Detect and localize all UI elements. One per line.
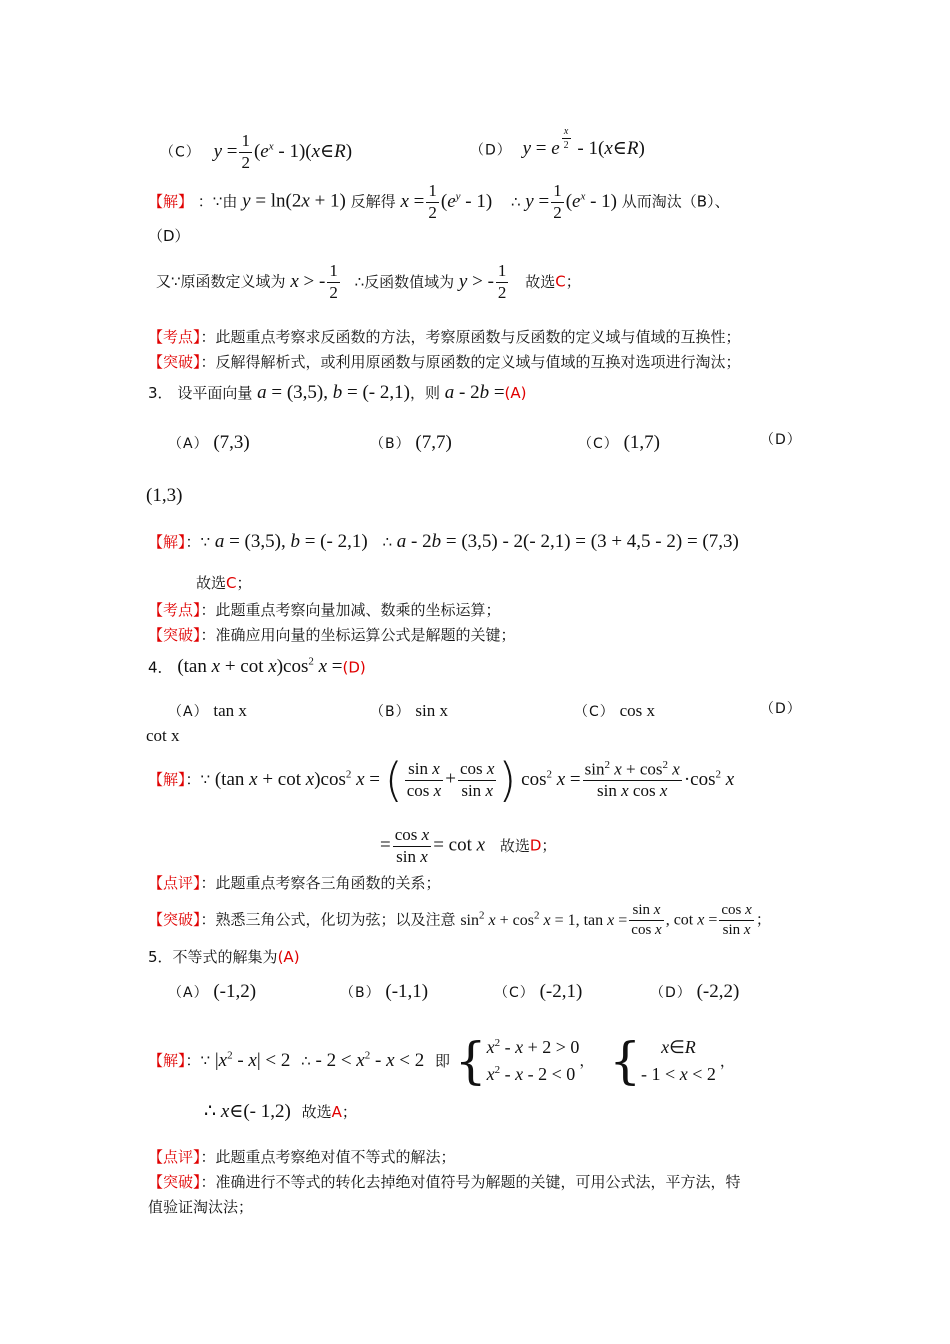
q4-answer: D xyxy=(348,658,360,677)
option-label: （C） xyxy=(160,144,201,161)
keypoint-tag: 【考点】 xyxy=(148,601,201,619)
option-label: （C） xyxy=(578,436,619,452)
q4-option-d-label: （D） xyxy=(760,701,802,717)
q2-option-c xyxy=(160,132,352,172)
q3-answer: A xyxy=(510,384,521,402)
option-label: （B） xyxy=(340,985,381,1001)
option-label: （C） xyxy=(574,704,615,720)
question-number: 4． xyxy=(148,658,173,677)
q4-solution: 【解】：∵ (tan $x + \cot x)\cos^2$ x = ( $\frac{\text{sin x}}{\text{cos x}}$ + $\frac{\text{cos x}}{\text{sin x}}$ ) $\cos^2 x$ = $\frac{\sin^2 x + \cos^2 x}{\text{sin x cos x}}$ $\cdot\cos^2$ x xyxy=(148,753,735,807)
breakthrough-tag: 【突破】 xyxy=(148,910,201,929)
option-value: (-1,1) xyxy=(385,981,429,1002)
question-number: 5． xyxy=(148,948,173,966)
option-label: （A） xyxy=(168,985,209,1001)
q5-breakthrough-2: 值验证淘汰法； xyxy=(148,1198,254,1216)
q5-solution: 【解】：∵ $|x^2 - x| < 2$ ∴ - $2 < x^2 - x < 2$ 即 { $x^2 - x + 2 > 0$ $x^2 - x - 2 < 0$ ， { x∈R - 1 < x < 2 ， xyxy=(148,1032,735,1090)
keypoint-text: ：此题重点考察求反函数的方法，考察原函数与反函数的定义域与值域的互换性； xyxy=(200,328,741,346)
review-text: ：此题重点考察绝对值不等式的解法； xyxy=(200,1148,456,1166)
option-label: （A） xyxy=(168,436,209,452)
q5-choose-answer: A xyxy=(331,1103,342,1121)
q3-option-c xyxy=(578,433,660,452)
option-value: (-2,2) xyxy=(696,981,740,1002)
q2-breakthrough xyxy=(148,355,741,370)
option-value: (1,7) xyxy=(623,432,660,453)
option-label: （C） xyxy=(494,985,535,1001)
q3-choose-answer: C xyxy=(226,574,237,592)
option-label: （D） xyxy=(650,985,692,1001)
q5-option-d xyxy=(650,982,739,1001)
breakthrough-text: ：准确应用向量的坐标运算公式是解题的关键； xyxy=(200,626,516,644)
q4-option-a xyxy=(168,702,247,719)
q2-solution-line1: 【解】 ：∵由 y = ln(2x + 1) 反解得 x = $\frac{1}{2}$ $(e^y - 1)$ ∴ y = $\frac{1}{2}$ $(e^x - 1)$ 从而淘汰（B）、 xyxy=(148,181,730,222)
option-value: (-2,1) xyxy=(539,981,583,1002)
q4-breakthrough: 【突破】：熟悉三角公式，化切为弦；以及注意 $\sin^2 x + \cos^2 x = 1$, tan x = $\frac{\text{sin x}}{\text{cos x}}$ , cot x = $\frac{\text{cos x}}{\text{sin x}}$ ； xyxy=(148,902,771,938)
choose-text: 故选 xyxy=(499,836,530,855)
q3-keypoint xyxy=(148,603,501,618)
q2-keypoint xyxy=(148,330,741,345)
breakthrough-tag: 【突破】 xyxy=(148,1173,201,1191)
q3-option-b xyxy=(370,433,452,452)
q4-option-b xyxy=(370,702,448,719)
option-value: sin x xyxy=(415,701,448,720)
q3-breakthrough xyxy=(148,628,516,643)
option-label: （B） xyxy=(370,704,411,720)
review-text: ：此题重点考察各三角函数的关系； xyxy=(200,874,441,892)
question-stem: 不等式的解集为 xyxy=(172,948,278,966)
breakthrough-text: ：反解得解析式，或利用原函数与原函数的定义域与值域的互换对选项进行淘汰； xyxy=(200,353,741,371)
review-tag: 【点评】 xyxy=(148,1148,201,1166)
q5-option-b xyxy=(340,982,428,1001)
q4-choose-answer: D xyxy=(529,836,542,855)
q4-option-d-value: cot x xyxy=(146,726,180,745)
question-number: 3． xyxy=(148,384,173,402)
q3-option-d-value: (1,3) xyxy=(146,485,183,506)
solution-tag: 【解】 xyxy=(148,533,186,551)
q2-solution-line2: 又∵原函数定义域为 x > - $\frac{1}{2}$ ∴反函数值域为 y > - $\frac{1}{2}$ 故选C； xyxy=(156,261,581,302)
q5-solution-2: ∴ x∈(- 1,2) 故选A； xyxy=(204,1101,357,1122)
option-value: (7,3) xyxy=(213,432,250,453)
q5-answer: A xyxy=(283,948,294,966)
breakthrough-tag: 【突破】 xyxy=(148,626,201,644)
breakthrough-tag: 【突破】 xyxy=(148,353,201,371)
q3-option-d-label: （D） xyxy=(760,432,802,448)
q3-stem: 3． 设平面向量 a = (3,5), b = (- 2,1)，则 a - 2b =(A) xyxy=(148,382,527,403)
review-tag: 【点评】 xyxy=(148,874,201,892)
q4-review xyxy=(148,876,441,891)
breakthrough-text: ：准确进行不等式的转化去掉绝对值符号为解题的关键，可用公式法，平方法，特 xyxy=(200,1173,741,1191)
solution-tag: 【解】 xyxy=(148,192,194,211)
option-expression: y = $\frac{1}{2}$ ($e^x$ - 1)(x∈R) xyxy=(213,131,353,172)
q3-option-a xyxy=(168,433,250,452)
q5-stem: 5．不等式的解集为(A) xyxy=(148,948,300,966)
q4-solution-2: = $\frac{\text{cos x}}{\text{sin x}}$ = cot x 故选D； xyxy=(380,825,557,866)
keypoint-tag: 【考点】 xyxy=(148,328,201,346)
q3-solution: 【解】：∵ a = (3,5), b = (- 2,1) ∴ a - 2b = (3,5) - 2(- 2,1) = (3 + 4,5 - 2) = (7,3) xyxy=(148,531,739,552)
q4-stem: 4． (tan $x + \cot x)\cos^2$ x =(D) xyxy=(148,656,366,678)
q2-option-d xyxy=(470,126,645,160)
q5-option-c xyxy=(494,982,582,1001)
q5-option-a xyxy=(168,982,256,1001)
choose-text: 故选 xyxy=(301,1103,332,1121)
option-value: (7,7) xyxy=(415,432,452,453)
q5-review xyxy=(148,1150,456,1165)
option-value: tan x xyxy=(213,701,247,720)
solution-tag: 【解】 xyxy=(148,1051,186,1070)
q3-choose: 故选C； xyxy=(196,574,252,592)
option-label: （B） xyxy=(370,436,411,452)
solution-tag: 【解】 xyxy=(148,770,186,789)
q4-option-c xyxy=(574,702,655,719)
q2-solution-line1b: （D） xyxy=(148,227,190,245)
choose-text: 故选 xyxy=(196,574,227,592)
option-value: (-1,2) xyxy=(213,981,257,1002)
option-label: （D） xyxy=(470,142,512,159)
keypoint-text: ：此题重点考察向量加减、数乘的坐标运算； xyxy=(200,601,501,619)
q5-breakthrough xyxy=(148,1175,741,1190)
q2-answer: C xyxy=(555,272,566,291)
option-value: cos x xyxy=(619,701,655,720)
option-label: （A） xyxy=(168,704,209,720)
option-expression: y = e $^{\frac{x}{2}}$ - 1(x∈R) xyxy=(522,126,645,160)
